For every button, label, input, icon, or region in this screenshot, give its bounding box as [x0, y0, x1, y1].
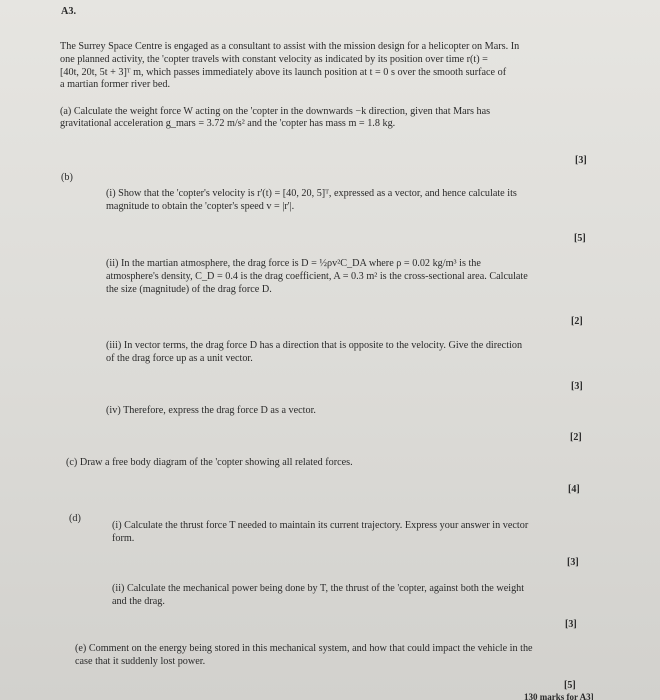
marks-b3: [3]: [571, 381, 583, 392]
part-b3-line-2: of the drag force up as a unit vector.: [106, 353, 253, 364]
marks-e: [5]: [564, 680, 576, 691]
label-d: (d): [69, 513, 81, 524]
marks-b2: [2]: [571, 316, 583, 327]
question-number: A3.: [61, 6, 76, 17]
part-c: (c) Draw a free body diagram of the 'copter showing all related forces.: [66, 457, 353, 468]
total-marks: 130 marks for A3]: [524, 692, 594, 700]
marks-a: [3]: [575, 155, 587, 166]
marks-c: [4]: [568, 484, 580, 495]
part-b2-line-3: the size (magnitude) of the drag force D.: [106, 284, 272, 295]
part-e-line-2: case that it suddenly lost power.: [75, 656, 206, 667]
label-b: (b): [61, 172, 73, 183]
intro-line-4: a martian former river bed.: [60, 79, 171, 90]
intro-line-1: The Surrey Space Centre is engaged as a consultant to assist with the mission design for a helicopter on Mars. In: [60, 41, 520, 52]
part-d2-line-1: (ii) Calculate the mechanical power being done by T, the thrust of the 'copter, against both the weight: [112, 583, 525, 594]
marks-d2: [3]: [565, 619, 577, 630]
part-a-line-1: (a) Calculate the weight force W acting on the 'copter in the downwards −k direction, given that Mars has: [60, 106, 491, 117]
part-b1-line-2: magnitude to obtain the 'copter's speed v = |r'|.: [106, 201, 295, 212]
intro-line-2: one planned activity, the 'copter travels with constant velocity as indicated by its position over time r(t) =: [60, 54, 488, 65]
part-d2-line-2: and the drag.: [112, 596, 165, 607]
marks-b1: [5]: [574, 233, 586, 244]
part-b1-line-1: (i) Show that the 'copter's velocity is r'(t) = [40, 20, 5]ᵀ, expressed as a vector, and hence calculate its: [106, 188, 517, 199]
part-b3-line-1: (iii) In vector terms, the drag force D has a direction that is opposite to the velocity. Give the direction: [106, 340, 523, 351]
part-e-line-1: (e) Comment on the energy being stored in this mechanical system, and how that could impact the vehicle in the: [75, 643, 533, 654]
marks-b4: [2]: [570, 432, 582, 443]
part-b4: (iv) Therefore, express the drag force D as a vector.: [106, 405, 316, 416]
part-d1-line-2: form.: [112, 533, 135, 544]
part-d1-line-1: (i) Calculate the thrust force T needed to maintain its current trajectory. Express your answer in vector: [112, 520, 529, 531]
part-b2-line-2: atmosphere's density, C_D = 0.4 is the drag coefficient, A = 0.3 m² is the cross-sectional area. Calculate: [106, 271, 528, 282]
intro-line-3: [40t, 20t, 5t + 3]ᵀ m, which passes immediately above its launch position at t = 0 s over the smooth surface of: [60, 67, 507, 78]
part-a-line-2: gravitational acceleration g_mars = 3.72 m/s² and the 'copter has mass m = 1.8 kg.: [60, 118, 396, 129]
marks-d1: [3]: [567, 557, 579, 568]
part-b2-line-1: (ii) In the martian atmosphere, the drag force is D = ½ρv²C_DA where ρ = 0.02 kg/m³ is the: [106, 258, 481, 269]
